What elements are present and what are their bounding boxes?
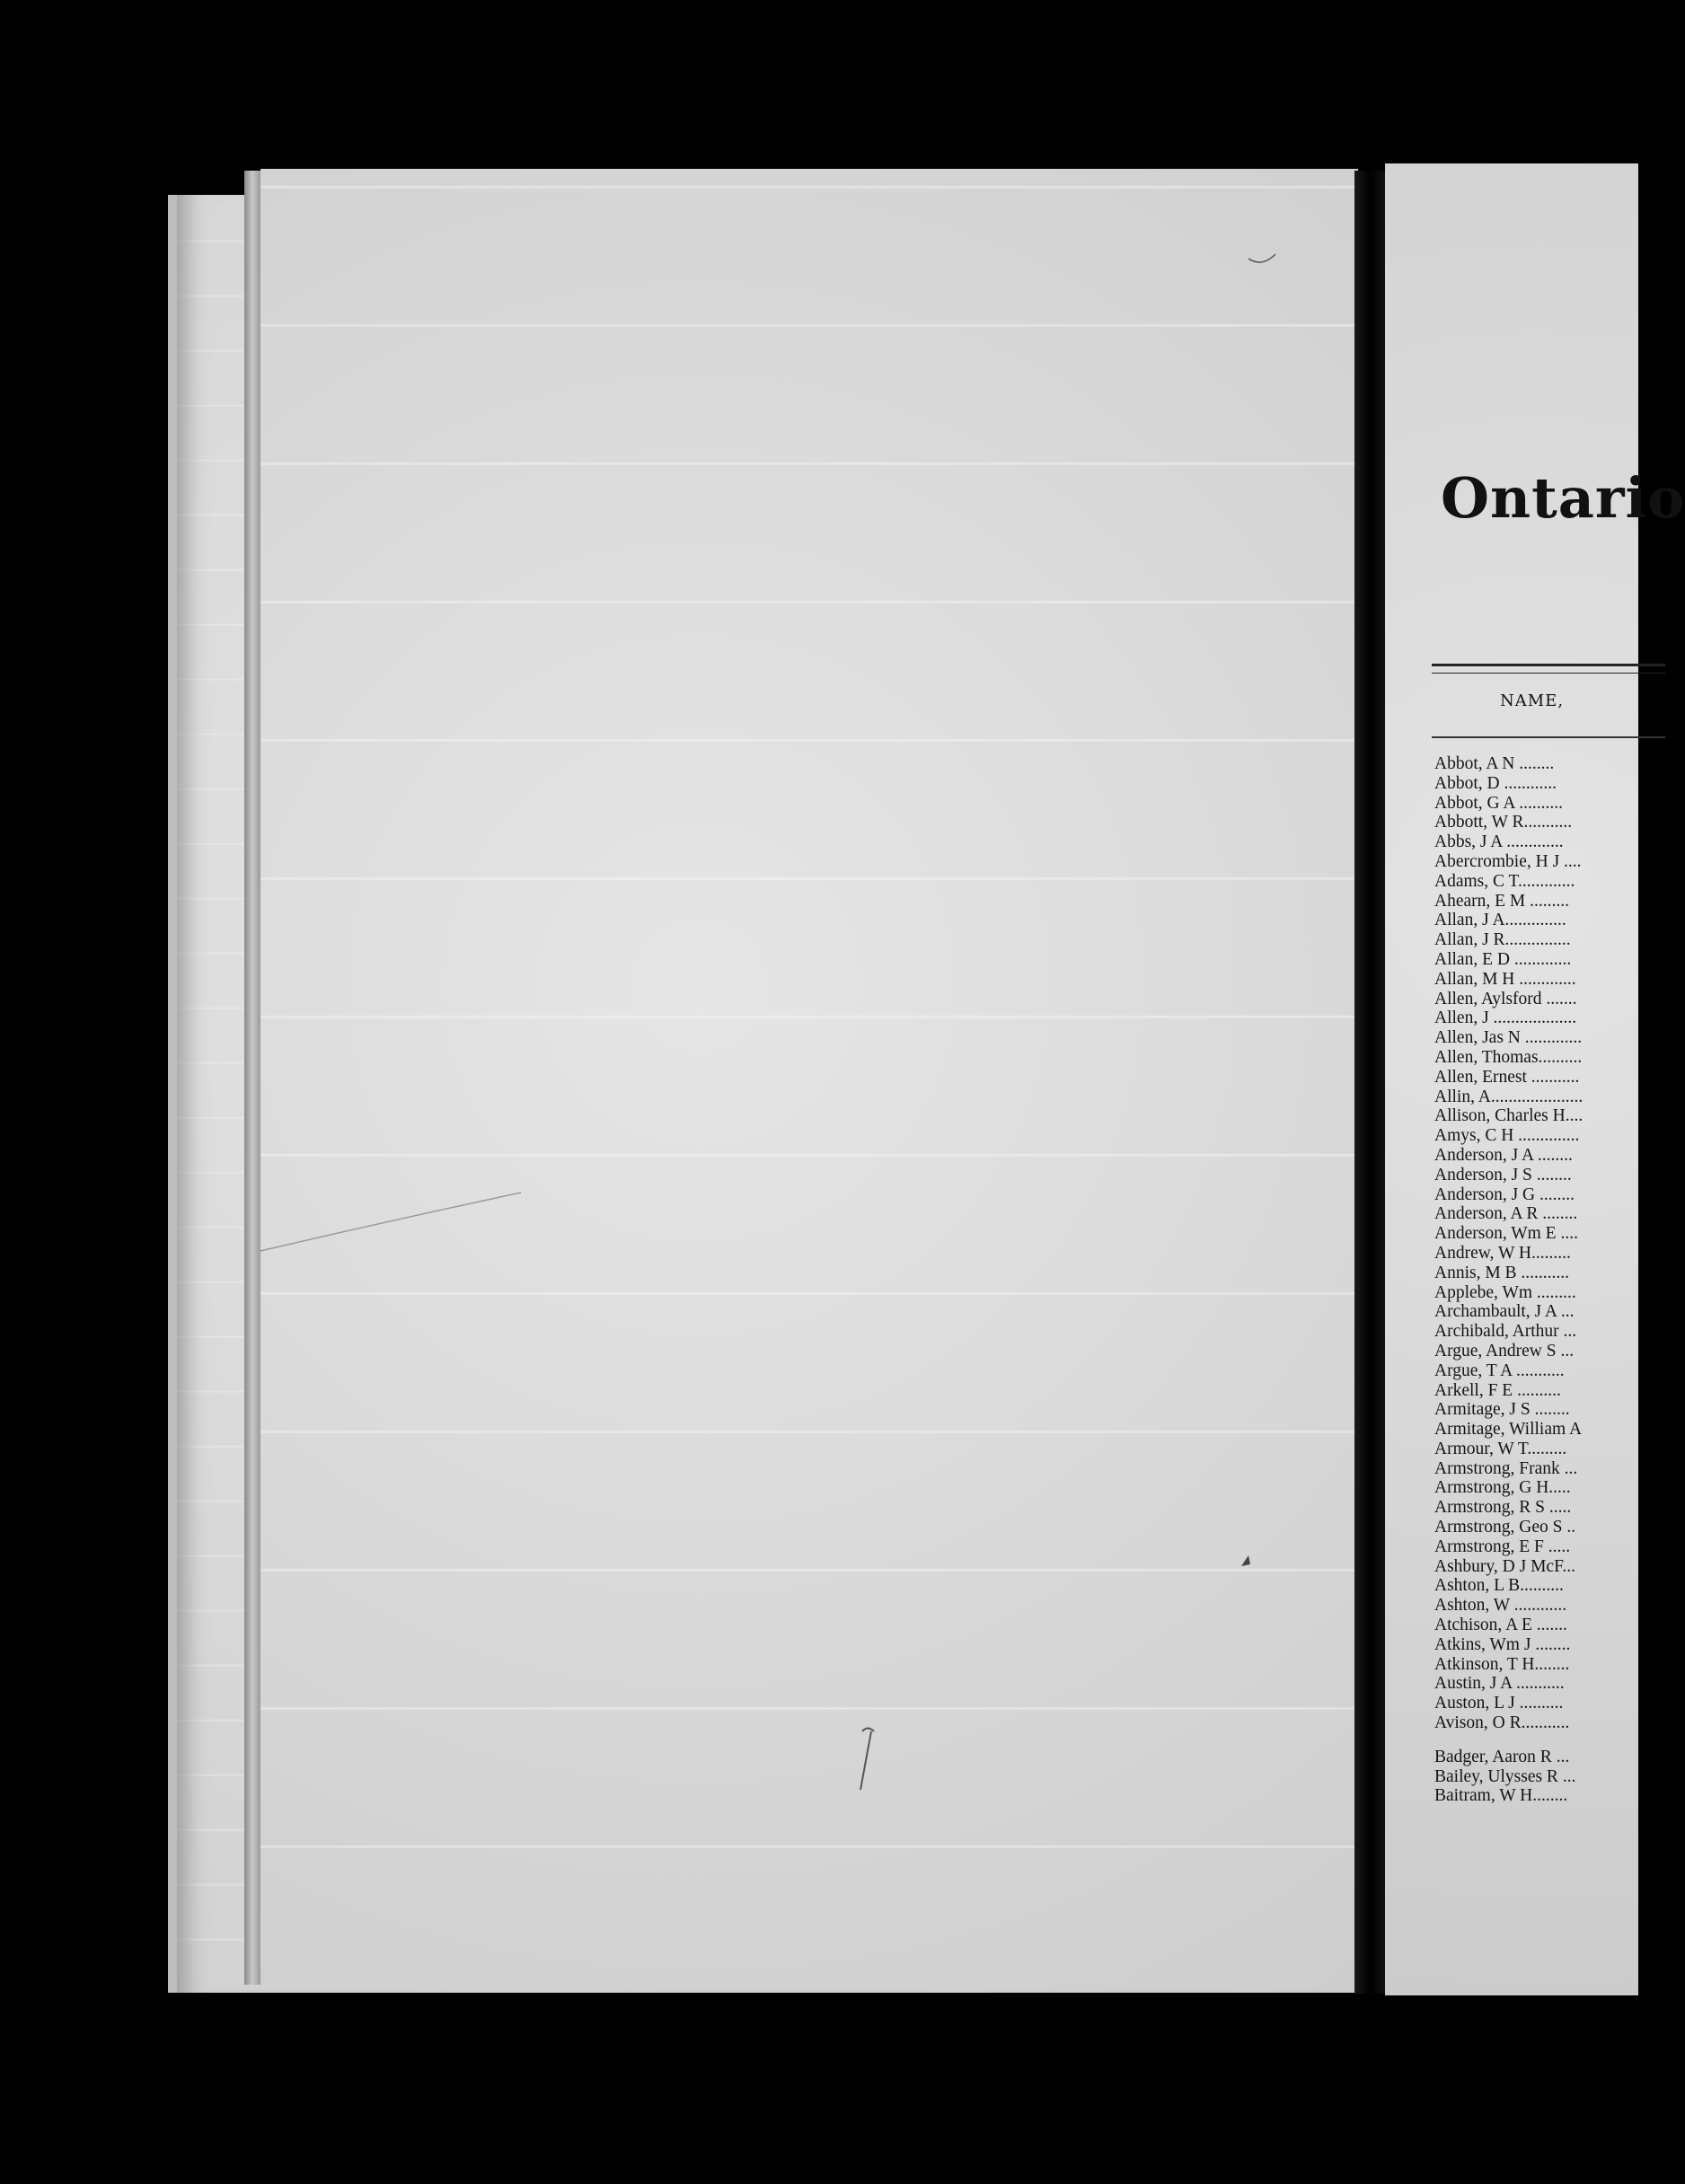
list-item: Allan, E D ............. [1434,949,1572,969]
list-item: Archambault, J A ... [1434,1302,1575,1322]
list-item: Armstrong, E F ..... [1434,1537,1571,1556]
list-item: Abbott, W R........... [1434,813,1573,832]
list-item: Badger, Aaron R ... [1434,1747,1570,1766]
list-item: Bailey, Ulysses R ... [1434,1766,1576,1786]
list-item: Amys, C H .............. [1434,1126,1580,1146]
list-item: Armstrong, Geo S .. [1434,1518,1576,1537]
list-item: Atchison, A E ....... [1434,1616,1567,1635]
left-page-blank [260,169,1358,1983]
list-item: Ashton, W ............ [1434,1596,1567,1616]
list-item: Archibald, Arthur ... [1434,1322,1577,1342]
list-item: Ashbury, D J McF... [1434,1556,1575,1576]
list-item: Allen, Aylsford ....... [1434,989,1577,1008]
list-item: Anderson, Wm E .... [1434,1224,1578,1244]
list-item: Abbot, D ............ [1434,773,1557,793]
list-item: Allison, Charles H.... [1434,1106,1584,1126]
page-scratch-mark [260,169,1358,1983]
list-item: Adams, C T............. [1434,871,1575,891]
list-item: Abbs, J A ............. [1434,832,1564,852]
list-item: Armour, W T......... [1434,1439,1567,1458]
list-item: Anderson, J S ........ [1434,1165,1572,1184]
list-item: Atkins, Wm J ........ [1434,1634,1571,1654]
list-item: Allan, M H ............. [1434,969,1576,989]
list-item: Austin, J A ........... [1434,1674,1565,1694]
list-item: Allen, J ................... [1434,1008,1577,1028]
list-item: Armstrong, Frank ... [1434,1458,1578,1478]
left-page-edge [244,171,260,1985]
list-item: Allen, Jas N ............. [1434,1028,1583,1048]
list-item: Arkell, F E .......... [1434,1380,1561,1400]
list-item: Armitage, William A [1434,1420,1583,1440]
list-item: Allan, J R............... [1434,930,1571,950]
list-item: Allin, A..................... [1434,1087,1584,1106]
list-item: Atkinson, T H........ [1434,1654,1570,1674]
list-item: Applebe, Wm ......... [1434,1282,1576,1302]
list-item: Baitram, W H........ [1434,1786,1568,1806]
list-item: Andrew, W H......... [1434,1243,1571,1263]
list-item: Auston, L J .......... [1434,1694,1564,1713]
list-item: Armstrong, R S ..... [1434,1498,1572,1518]
list-item: Annis, M B ........... [1434,1263,1570,1282]
list-item: Anderson, J A ........ [1434,1145,1573,1165]
book-gutter [1354,171,1385,1994]
list-item: Argue, Andrew S ... [1434,1341,1575,1361]
list-item: Armstrong, G H..... [1434,1478,1571,1498]
list-item: Avison, O R........... [1434,1713,1570,1733]
list-item: Argue, T A ........... [1434,1361,1565,1380]
header-double-rule [1432,664,1665,674]
list-item: Armitage, J S ........ [1434,1400,1570,1420]
name-list [1434,754,1668,1806]
list-item: Abercrombie, H J .... [1434,851,1582,871]
column-header-name: NAME, [1500,691,1565,710]
header-single-rule [1432,736,1665,738]
list-item: Ashton, L B.......... [1434,1576,1564,1596]
list-item: Anderson, A R ........ [1434,1204,1578,1224]
right-page [1385,163,1685,1995]
page-title: Ontario [1441,465,1685,531]
list-item: Abbot, A N ........ [1434,754,1555,773]
list-item: Allen, Ernest ........... [1434,1067,1580,1087]
list-item: Allan, J A.............. [1434,911,1566,930]
list-item: Ahearn, E M ......... [1434,891,1570,911]
list-item: Allen, Thomas.......... [1434,1047,1583,1067]
list-item: Abbot, G A .......... [1434,793,1564,813]
list-item: Anderson, J G ........ [1434,1184,1575,1204]
